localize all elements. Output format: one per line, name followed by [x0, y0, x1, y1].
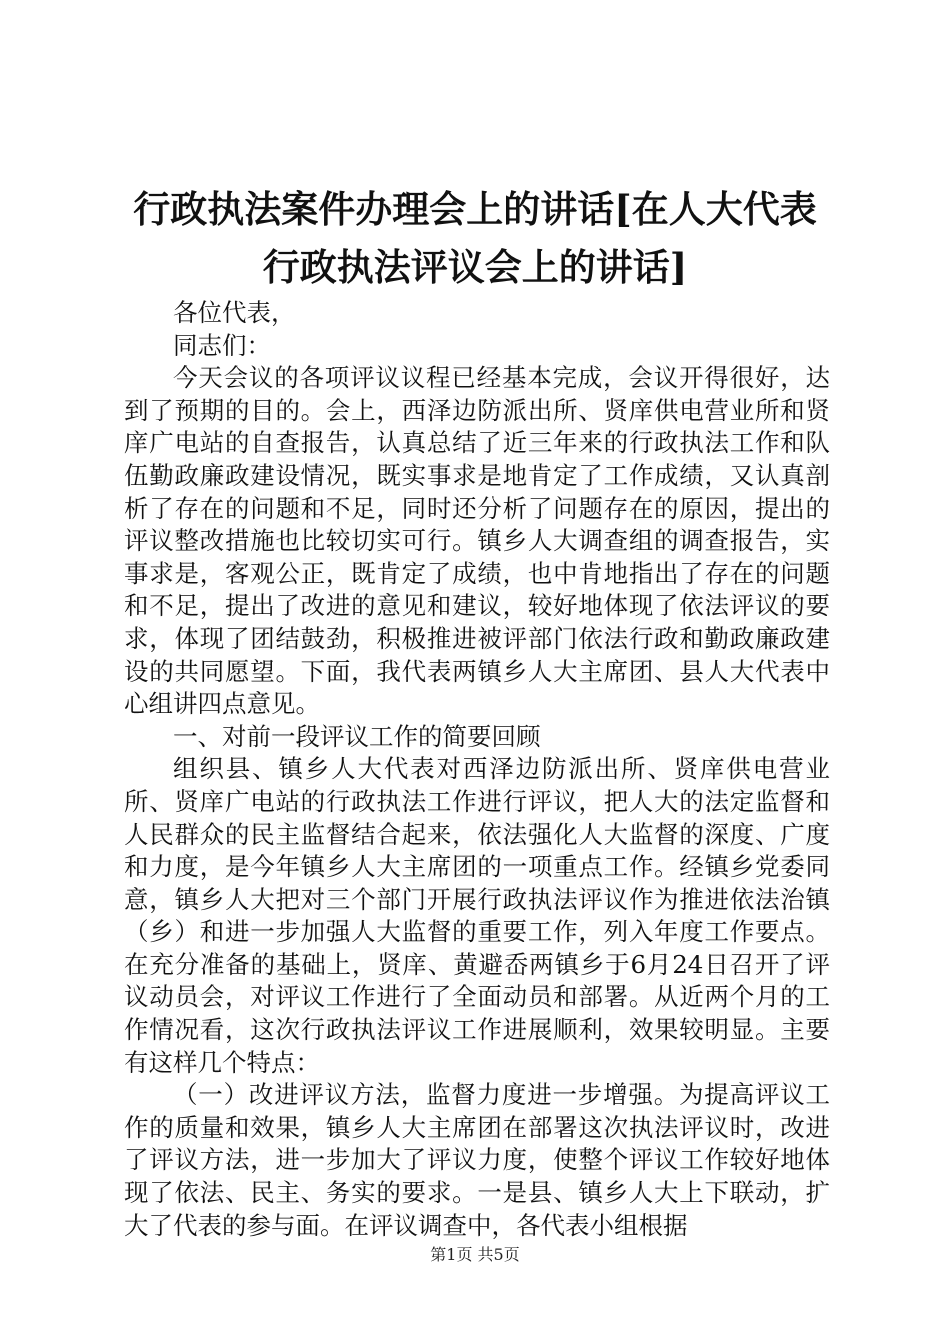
document-title: 行政执法案件办理会上的讲话[在人大代表行政执法评议会上的讲话]: [133, 187, 817, 289]
paragraph-review: 组织县、镇乡人大代表对西泽边防派出所、贤庠供电营业所、贤庠广电站的行政执法工作进行评议，把人大的法定监督和人民群众的民主监督结合起来，依法强化人大监督的深度、广度和力度，是今年镇乡人大主席团的一项重点工作。经镇乡党委同意，镇乡人大把对三个部门开展行政执法评议作为推进依法治镇（乡）和进一步加强人大监督的重要工作，列入年度工作要点。在充分准备的基础上，贤庠、黄避岙两镇乡于6月24日召开了评议动员会，对评议工作进行了全面动员和部署。从近两个月的工作情况看，这次行政执法评议工作进展顺利，效果较明显。主要有这样几个特点：: [124, 754, 830, 1077]
document-body: [124, 297, 830, 1242]
page-footer: 第1页 共5页: [430, 1245, 520, 1264]
paragraph-opening: 今天会议的各项评议议程已经基本完成，会议开得很好，达到了预期的目的。会上，西泽边防派出所、贤庠供电营业所和贤庠广电站的自查报告，认真总结了近三年来的行政执法工作和队伍勤政廉政建设情况，既实事求是地肯定了工作成绩，又认真剖析了存在的问题和不足，同时还分析了问题存在的原因，提出的评议整改措施也比较切实可行。镇乡人大调查组的调查报告，实事求是，客观公正，既肯定了成绩，也中肯地指出了存在的问题和不足，提出了改进的意见和建议，较好地体现了依法评议的要求，体现了团结鼓劲，积极推进被评部门依法行政和勤政廉政建设的共同愿望。下面，我代表两镇乡人大主席团、县人大代表中心组讲四点意见。: [124, 363, 830, 719]
section-heading-review: 一、对前一段评议工作的简要回顾: [173, 721, 541, 751]
paragraph-point-one: （一）改进评议方法，监督力度进一步增强。为提高评议工作的质量和效果，镇乡人大主席团在部署这次执法评议时，改进了评议方法，进一步加大了评议力度，使整个评议工作较好地体现了依法、民主、务实的要求。一是县、镇乡人大上下联动，扩大了代表的参与面。在评议调查中，各代表小组根据: [124, 1080, 830, 1240]
salutation-comrades: 同志们：: [173, 330, 271, 360]
salutation-delegates: 各位代表，: [173, 298, 296, 327]
